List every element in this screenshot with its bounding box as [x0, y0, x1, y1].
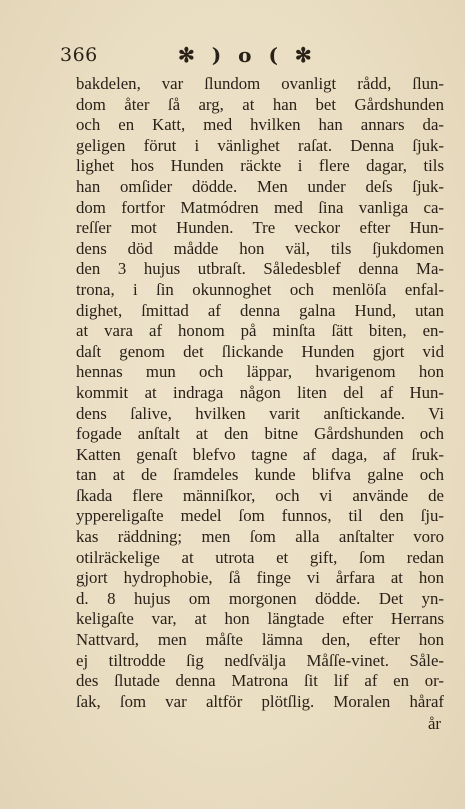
- text-line: kas räddning; men ſom alla anſtalter voro: [76, 527, 444, 547]
- running-head-ornament: ✻ ) o ( ✻: [178, 43, 317, 67]
- text-line: den 3 hujus utbraſt. Såledesblef denna Ma-: [76, 259, 444, 279]
- text-line: lighet hos Hunden räckte i flere dagar, tils: [76, 156, 444, 176]
- text-line: dens död mådde hon väl, tils ſjukdomen: [76, 238, 444, 258]
- text-line: des ſlutade denna Matrona ſit lif af en or-: [76, 671, 444, 691]
- text-line: otilräckelige at utrota et gift, ſom redan: [76, 547, 444, 567]
- text-line: ſak, ſom var altför plötſlig. Moralen håraf: [76, 691, 444, 711]
- text-line: keligaſte var, at hon längtade efter Herrans: [76, 609, 444, 629]
- page-number: 366: [60, 44, 98, 66]
- body-text: [76, 74, 444, 712]
- text-line: gjort hydrophobie, ſå finge vi årfara at hon: [76, 568, 444, 588]
- page-header: [60, 44, 420, 72]
- text-line: Katten genaſt blefvo tagne af daga, af ſruk-: [76, 444, 444, 464]
- text-line: och en Katt, med hvilken han annars da-: [76, 115, 444, 135]
- text-line: hennas mun och läppar, hvarigenom hon: [76, 362, 444, 382]
- text-line: d. 8 hujus om morgonen dödde. Det yn-: [76, 588, 444, 608]
- text-line: dighet, ſmittad af denna galna Hund, utan: [76, 300, 444, 320]
- catchword: år: [427, 714, 441, 733]
- text-line: tan at de ſramdeles kunde blifva galne och: [76, 465, 444, 485]
- text-line: at vara af honom på minſta ſätt biten, en-: [76, 321, 444, 341]
- text-line: dom fortfor Matmódren med ſina vanliga ca-: [76, 197, 444, 217]
- text-line: ej tiltrodde ſig nedſvälja Måſſe-vinet. Såle-: [76, 650, 444, 670]
- text-line: reſſer mot Hunden. Tre veckor efter Hun-: [76, 218, 444, 238]
- text-line: kommit at indraga någon liten del af Hun-: [76, 382, 444, 402]
- text-line: geligen förut i vänlighet raſat. Denna ſjuk-: [76, 135, 444, 155]
- text-line: yppereligaſte medel ſom funnos, til den ſju-: [76, 506, 444, 526]
- text-line: fogade anſtalt at den bitne Gårdshunden och: [76, 424, 444, 444]
- text-line: dom åter ſå arg, at han bet Gårdshunden: [76, 94, 444, 114]
- text-line: Nattvard, men måſte lämna den, efter hon: [76, 630, 444, 650]
- text-line: dens ſalive, hvilken varit anſtickande. Vi: [76, 403, 444, 423]
- text-line: bakdelen, var ſlundom ovanligt rådd, ſlun-: [76, 74, 444, 93]
- text-line: daſt genom det ſlickande Hunden gjort vid: [76, 341, 444, 361]
- text-line: han omſider dödde. Men under deſs ſjuk-: [76, 176, 444, 196]
- text-line: ſkada flere männiſkor, och vi använde de: [76, 485, 444, 505]
- text-line: trona, i ſin okunnoghet och menlöſa enfal-: [76, 279, 444, 299]
